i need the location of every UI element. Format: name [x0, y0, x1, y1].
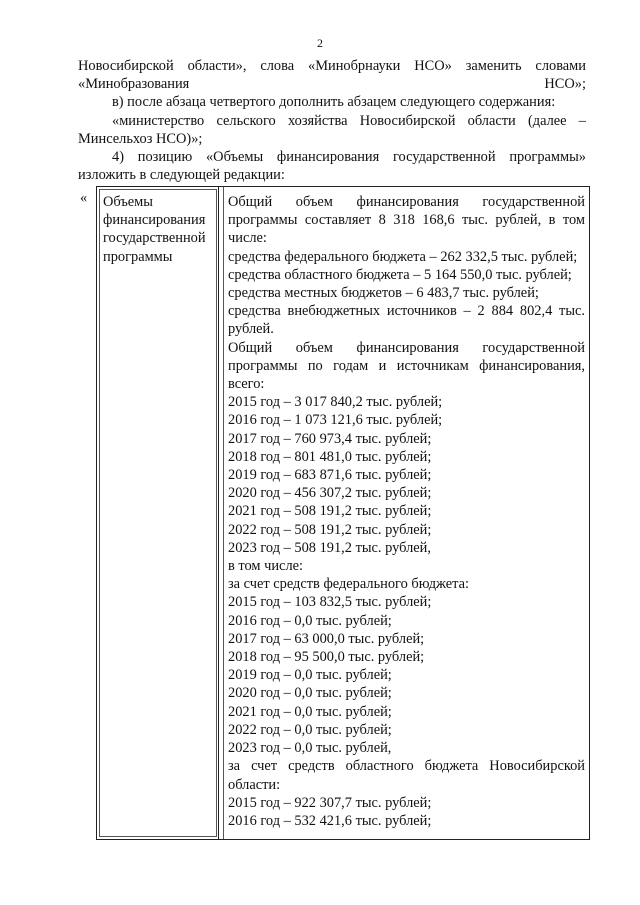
table-line: Общий объем финансирования государственной программы по годам и источникам финансирования, всего:	[228, 339, 585, 393]
table-left-label: Объемы финансирования государственной программы	[103, 194, 206, 265]
table-line: средства областного бюджета – 5 164 550,0 тыс. рублей;	[228, 266, 572, 283]
table-line: 2020 год – 456 307,2 тыс. рублей;	[228, 485, 432, 502]
table-line: 2015 год – 922 307,7 тыс. рублей;	[228, 794, 432, 811]
table-line: 2018 год – 95 500,0 тыс. рублей;	[228, 649, 425, 666]
table-line: 2017 год – 760 973,4 тыс. рублей;	[228, 430, 432, 447]
intro-text	[78, 57, 586, 184]
table-line: средства внебюджетных источников – 2 884 802,4 тыс. рублей.	[228, 303, 585, 338]
table-line: за счет средств федерального бюджета:	[228, 576, 470, 593]
table-line: 2015 год – 3 017 840,2 тыс. рублей;	[228, 394, 443, 411]
table-line: 2015 год – 103 832,5 тыс. рублей;	[228, 594, 432, 611]
table-line: 2023 год – 508 191,2 тыс. рублей,	[228, 539, 431, 556]
table-line: 2019 год – 0,0 тыс. рублей;	[228, 667, 392, 684]
table-line: 2021 год – 0,0 тыс. рублей;	[228, 703, 392, 720]
intro-paragraph: 4) позицию «Объемы финансирования государственной программы» изложить в следующей редакции:	[78, 149, 586, 184]
table-line: средства местных бюджетов – 6 483,7 тыс. рублей;	[228, 285, 539, 302]
page-number: 2	[317, 36, 323, 50]
table-line: 2022 год – 508 191,2 тыс. рублей;	[228, 521, 432, 538]
intro-paragraph: в) после абзаца четвертого дополнить абзацем следующего содержания:	[112, 94, 556, 111]
table-line: Общий объем финансирования государственной программы составляет 8 318 168,6 тыс. рублей, в том числе:	[228, 194, 585, 247]
intro-paragraph: «министерство сельского хозяйства Новосибирской области (далее – Минсельхоз НСО)»;	[78, 112, 586, 147]
table-left-cell	[97, 187, 219, 839]
table-line: 2016 год – 1 073 121,6 тыс. рублей;	[228, 412, 443, 429]
cell-inner-border	[99, 189, 217, 837]
table-line: 2022 год – 0,0 тыс. рублей;	[228, 721, 392, 738]
financing-table	[96, 186, 590, 840]
intro-paragraph: Новосибирской области», слова «Минобрнауки НСО» заменить словами «Минобразования НСО»;	[78, 58, 586, 93]
table-line: 2016 год – 0,0 тыс. рублей;	[228, 612, 392, 629]
table-line: средства федерального бюджета – 262 332,5 тыс. рублей;	[228, 248, 578, 265]
table-line: 2019 год – 683 871,6 тыс. рублей;	[228, 467, 432, 484]
table-line: 2021 год – 508 191,2 тыс. рублей;	[228, 503, 432, 520]
table-right-cell	[223, 187, 589, 839]
opening-quote: «	[80, 190, 88, 206]
table-line: 2018 год – 801 481,0 тыс. рублей;	[228, 448, 432, 465]
table-line: 2016 год – 532 421,6 тыс. рублей;	[228, 812, 432, 829]
table-line: в том числе:	[228, 558, 304, 575]
table-line: 2023 год – 0,0 тыс. рублей,	[228, 740, 392, 757]
table-line: 2020 год – 0,0 тыс. рублей;	[228, 685, 392, 702]
table-line: за счет средств областного бюджета Новосибирской области:	[228, 758, 585, 793]
table-line: 2017 год – 63 000,0 тыс. рублей;	[228, 630, 425, 647]
